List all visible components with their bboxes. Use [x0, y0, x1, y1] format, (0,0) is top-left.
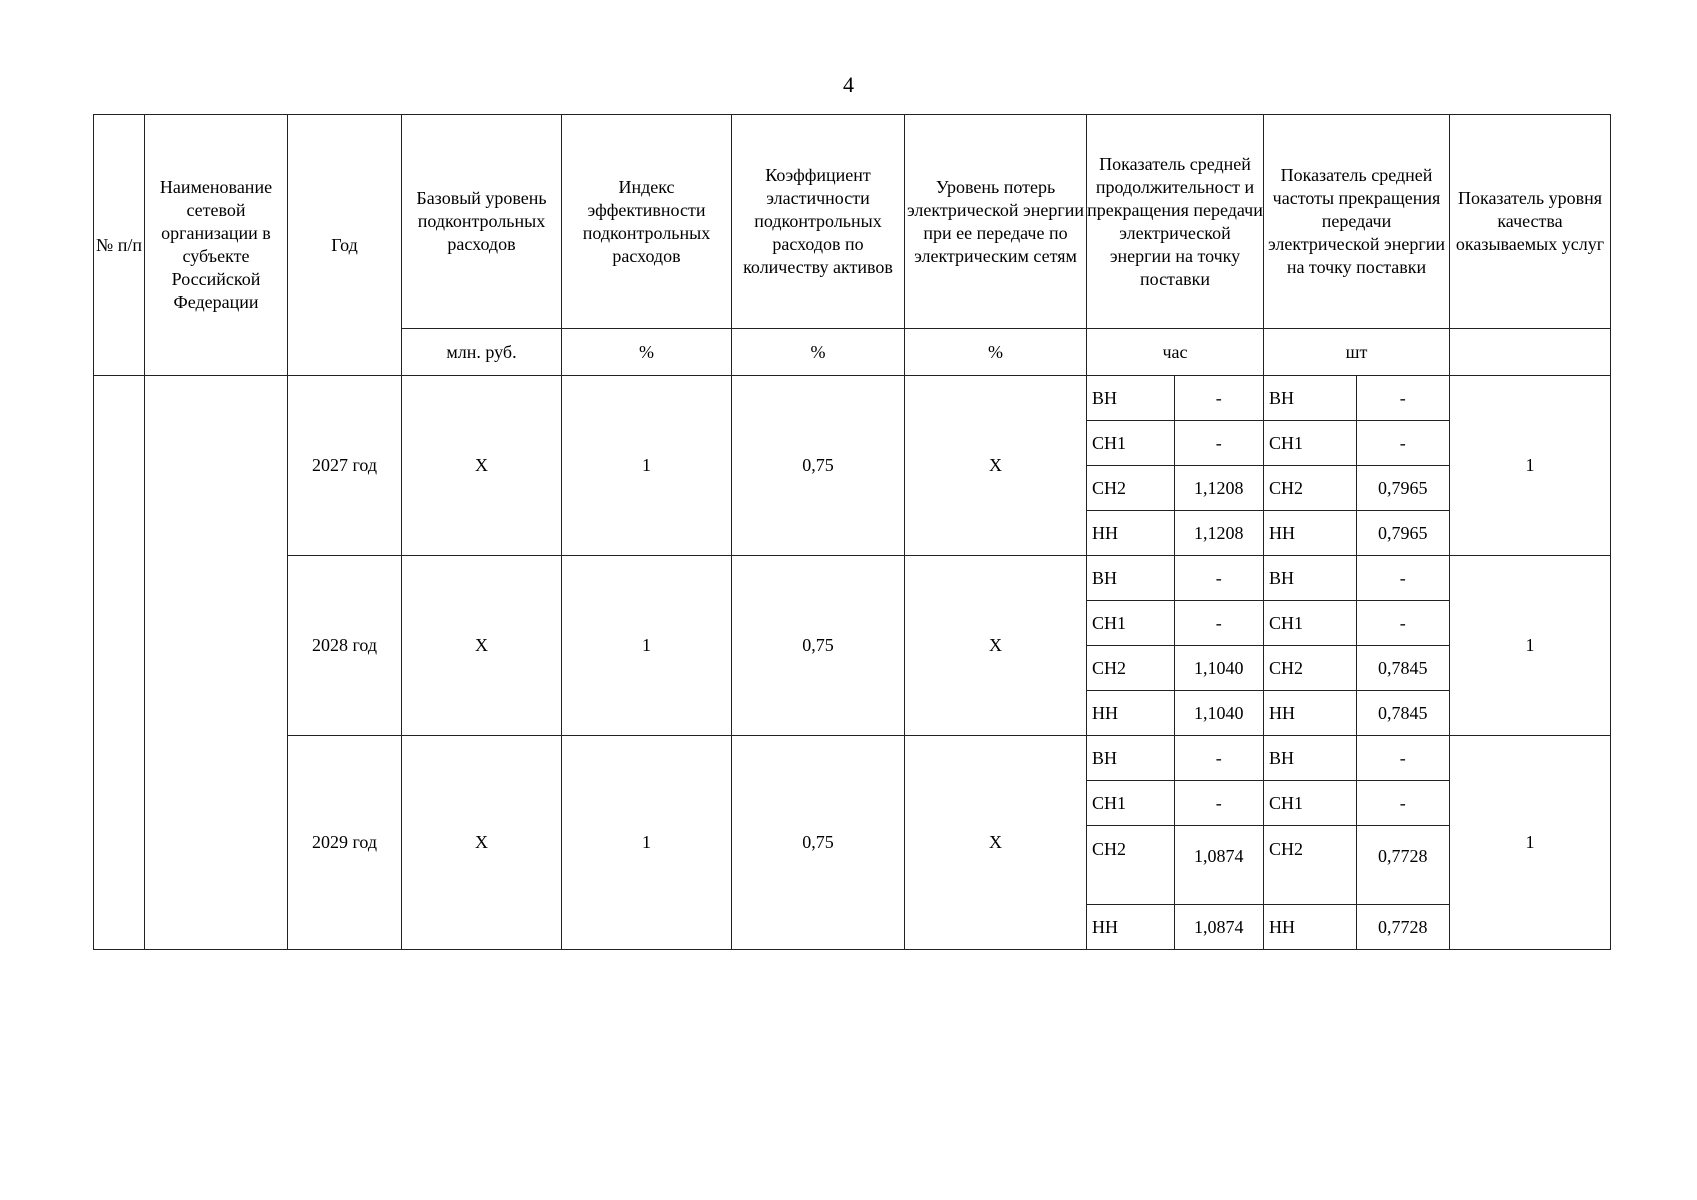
level-label: ВН — [1264, 736, 1356, 781]
page-number: 4 — [843, 72, 854, 97]
duration-levels — [1087, 736, 1263, 949]
cell-duration — [1087, 556, 1264, 736]
level-label: СН2 — [1264, 466, 1356, 511]
cell-frequency — [1264, 556, 1450, 736]
level-label: СН2 — [1087, 466, 1174, 511]
level-value: 1,0874 — [1174, 905, 1263, 950]
level-value: 1,0874 — [1174, 826, 1263, 905]
level-label: СН2 — [1087, 826, 1174, 905]
indicators-table — [93, 114, 1611, 950]
unit-base: млн. руб. — [402, 329, 562, 376]
cell-num — [94, 376, 145, 950]
header-row — [94, 115, 1611, 329]
level-value: - — [1174, 601, 1263, 646]
level-value: 0,7728 — [1356, 826, 1449, 905]
cell-year: 2027 год — [288, 376, 402, 556]
unit-duration: час — [1087, 329, 1264, 376]
level-value: - — [1174, 556, 1263, 601]
cell-coef: 0,75 — [732, 376, 905, 556]
level-label: НН — [1269, 522, 1295, 543]
level-value: 0,7965 — [1356, 511, 1449, 556]
level-label: НН — [1092, 916, 1118, 937]
duration-levels — [1087, 376, 1263, 555]
cell-base: Х — [402, 736, 562, 950]
level-label: СН2 — [1264, 826, 1356, 905]
level-value: 1,1040 — [1174, 691, 1263, 736]
cell-year: 2029 год — [288, 736, 402, 950]
header-org: Наименование сетевой организации в субъекте Российской Федерации — [145, 115, 288, 376]
cell-index: 1 — [562, 556, 732, 736]
unit-frequency: шт — [1264, 329, 1450, 376]
level-label: СН1 — [1087, 601, 1174, 646]
level-value: - — [1356, 736, 1449, 781]
frequency-levels — [1264, 736, 1449, 949]
table-row — [94, 736, 1611, 950]
level-label: НН — [1269, 702, 1295, 723]
cell-loss: Х — [905, 736, 1087, 950]
level-value: 1,1208 — [1174, 511, 1263, 556]
cell-coef: 0,75 — [732, 556, 905, 736]
unit-coef: % — [732, 329, 905, 376]
cell-frequency — [1264, 736, 1450, 950]
level-value: 0,7845 — [1356, 691, 1449, 736]
level-value: - — [1174, 421, 1263, 466]
level-label: ВН — [1087, 556, 1174, 601]
level-label: СН1 — [1264, 601, 1356, 646]
cell-base: Х — [402, 376, 562, 556]
cell-loss: Х — [905, 376, 1087, 556]
header-base: Базовый уровень подконтрольных расходов — [402, 115, 562, 329]
level-value: 0,7965 — [1356, 466, 1449, 511]
cell-index: 1 — [562, 736, 732, 950]
level-label: ВН — [1264, 556, 1356, 601]
frequency-levels — [1264, 376, 1449, 555]
unit-index: % — [562, 329, 732, 376]
cell-base: Х — [402, 556, 562, 736]
level-value: - — [1356, 781, 1449, 826]
level-label: СН1 — [1087, 421, 1174, 466]
level-label: СН1 — [1087, 781, 1174, 826]
header-duration: Показатель средней продолжительност и прекращения передачи электрической энергии на точку поставки — [1087, 115, 1264, 329]
level-value: 0,7845 — [1356, 646, 1449, 691]
header-index: Индекс эффективности подконтрольных расходов — [562, 115, 732, 329]
cell-year: 2028 год — [288, 556, 402, 736]
cell-quality: 1 — [1450, 736, 1611, 950]
level-label: СН2 — [1087, 646, 1174, 691]
level-label: НН — [1092, 702, 1118, 723]
header-loss: Уровень потерь электрической энергии при ее передаче по электрическим сетям — [905, 115, 1087, 329]
cell-quality: 1 — [1450, 376, 1611, 556]
header-quality: Показатель уровня качества оказываемых услуг — [1450, 115, 1611, 329]
frequency-levels — [1264, 556, 1449, 735]
level-value: - — [1356, 556, 1449, 601]
level-label: ВН — [1087, 376, 1174, 421]
level-value: - — [1174, 376, 1263, 421]
level-value: - — [1356, 601, 1449, 646]
cell-org — [145, 376, 288, 950]
level-value: - — [1356, 376, 1449, 421]
table-row — [94, 376, 1611, 556]
level-value: - — [1174, 736, 1263, 781]
level-value: - — [1356, 421, 1449, 466]
level-label: ВН — [1264, 376, 1356, 421]
unit-quality — [1450, 329, 1611, 376]
header-frequency: Показатель средней частоты прекращения передачи электрической энергии на точку поставки — [1264, 115, 1450, 329]
unit-loss: % — [905, 329, 1087, 376]
level-label: НН — [1092, 522, 1118, 543]
cell-quality: 1 — [1450, 556, 1611, 736]
header-year: Год — [288, 115, 402, 376]
cell-index: 1 — [562, 376, 732, 556]
duration-levels — [1087, 556, 1263, 735]
cell-duration — [1087, 376, 1264, 556]
level-label: СН2 — [1264, 646, 1356, 691]
level-value: - — [1174, 781, 1263, 826]
header-num: № п/п — [94, 115, 145, 376]
cell-duration — [1087, 736, 1264, 950]
header-coef: Коэффициент эластичности подконтрольных расходов по количеству активов — [732, 115, 905, 329]
level-label: СН1 — [1264, 781, 1356, 826]
level-value: 1,1040 — [1174, 646, 1263, 691]
cell-frequency — [1264, 376, 1450, 556]
level-value: 0,7728 — [1356, 905, 1449, 950]
level-label: ВН — [1087, 736, 1174, 781]
table-row — [94, 556, 1611, 736]
cell-coef: 0,75 — [732, 736, 905, 950]
level-label: СН1 — [1264, 421, 1356, 466]
cell-loss: Х — [905, 556, 1087, 736]
level-label: НН — [1269, 916, 1295, 937]
level-value: 1,1208 — [1174, 466, 1263, 511]
